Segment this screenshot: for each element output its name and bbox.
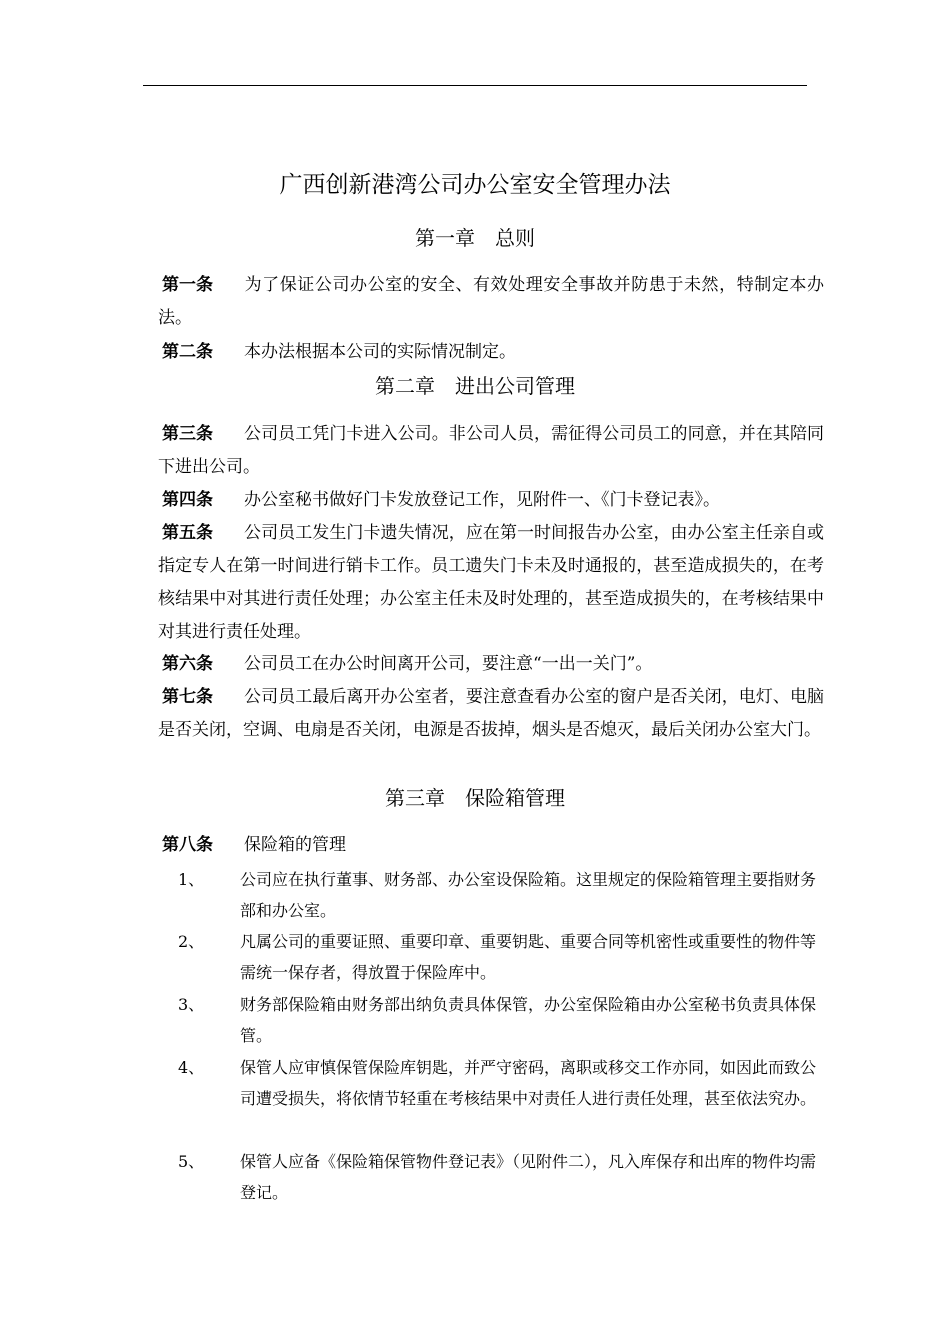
list-item: [178, 926, 818, 988]
list-item-text: 保管人应备《保险箱保管物件登记表》（见附件二），凡入库保存和出库的物件均需登记。: [240, 1152, 817, 1202]
list-item-number: 4、: [178, 1058, 205, 1077]
header-rule: [143, 85, 807, 86]
article: [158, 829, 824, 862]
list-item-number: 3、: [178, 995, 205, 1014]
article-label: 第八条: [162, 835, 213, 855]
list-item: [178, 1052, 818, 1114]
article-text: 办公室秘书做好门卡发放登记工作，见附件一、《门卡登记表》。: [244, 490, 720, 510]
list-item-number: 1、: [178, 870, 205, 889]
article: [158, 418, 824, 484]
article: [158, 648, 824, 681]
chapter-name: 保险箱管理: [465, 786, 565, 810]
chapter-number: 第二章: [375, 374, 435, 398]
article-text: 公司员工凭门卡进入公司。非公司人员，需征得公司员工的同意，并在其陪同下进出公司。: [158, 424, 824, 477]
chapter-number: 第三章: [385, 786, 445, 810]
article: [158, 517, 824, 649]
article-label: 第一条: [162, 275, 213, 295]
list-item-number: 2、: [178, 932, 205, 951]
article-label: 第四条: [162, 490, 213, 510]
list-item-text: 凡属公司的重要证照、重要印章、重要钥匙、重要合同等机密性或重要性的物件等需统一保存者，得放置于保险库中。: [240, 932, 817, 982]
list-item-text: 财务部保险箱由财务部出纳负责具体保管，办公室保险箱由办公室秘书负责具体保管。: [240, 995, 817, 1045]
chapter-name: 总则: [495, 226, 535, 250]
chapter-number: 第一章: [415, 226, 475, 250]
list-item-number: 5、: [178, 1152, 205, 1171]
article-label: 第五条: [162, 523, 213, 543]
list-item-text: 公司应在执行董事、财务部、办公室设保险箱。这里规定的保险箱管理主要指财务部和办公室。: [240, 870, 817, 920]
article-text: 为了保证公司办公室的安全、有效处理安全事故并防患于未然，特制定本办法。: [158, 275, 824, 328]
article-text: 本办法根据本公司的实际情况制定。: [244, 342, 516, 362]
article: [158, 681, 824, 747]
article-text: 公司员工最后离开办公室者，要注意查看办公室的窗户是否关闭，电灯、电脑是否关闭，空调、电扇是否关闭，电源是否拔掉，烟头是否熄灭，最后关闭办公室大门。: [158, 687, 824, 740]
article-label: 第六条: [162, 654, 213, 674]
article: [158, 336, 824, 369]
article-label: 第二条: [162, 342, 213, 362]
article: [158, 484, 824, 517]
article: [158, 269, 824, 335]
chapter-2-heading: [0, 371, 950, 401]
list-item: [178, 1146, 818, 1208]
list-item: [178, 989, 818, 1051]
article-text: 公司员工在办公时间离开公司，要注意“一出一关门”。: [244, 654, 653, 674]
article-label: 第三条: [162, 424, 213, 444]
article-text: 保险箱的管理: [244, 835, 346, 855]
chapter-1-heading: [0, 223, 950, 253]
article-text: 公司员工发生门卡遗失情况，应在第一时间报告办公室，由办公室主任亲自或指定专人在第一时间进行销卡工作。员工遗失门卡未及时通报的，甚至造成损失的，在考核结果中对其进行责任处理；办公室主任未及时处理的，甚至造成损失的，在考核结果中对其进行责任处理。: [158, 523, 824, 642]
chapter-3-heading: [0, 783, 950, 813]
chapter-name: 进出公司管理: [455, 374, 575, 398]
list-item-text: 保管人应审慎保管保险库钥匙，并严守密码，离职或移交工作亦同，如因此而致公司遭受损失，将依情节轻重在考核结果中对责任人进行责任处理，甚至依法究办。: [240, 1058, 817, 1108]
document-title: 广西创新港湾公司办公室安全管理办法: [279, 172, 671, 198]
article-label: 第七条: [162, 687, 213, 707]
list-item: [178, 864, 818, 926]
